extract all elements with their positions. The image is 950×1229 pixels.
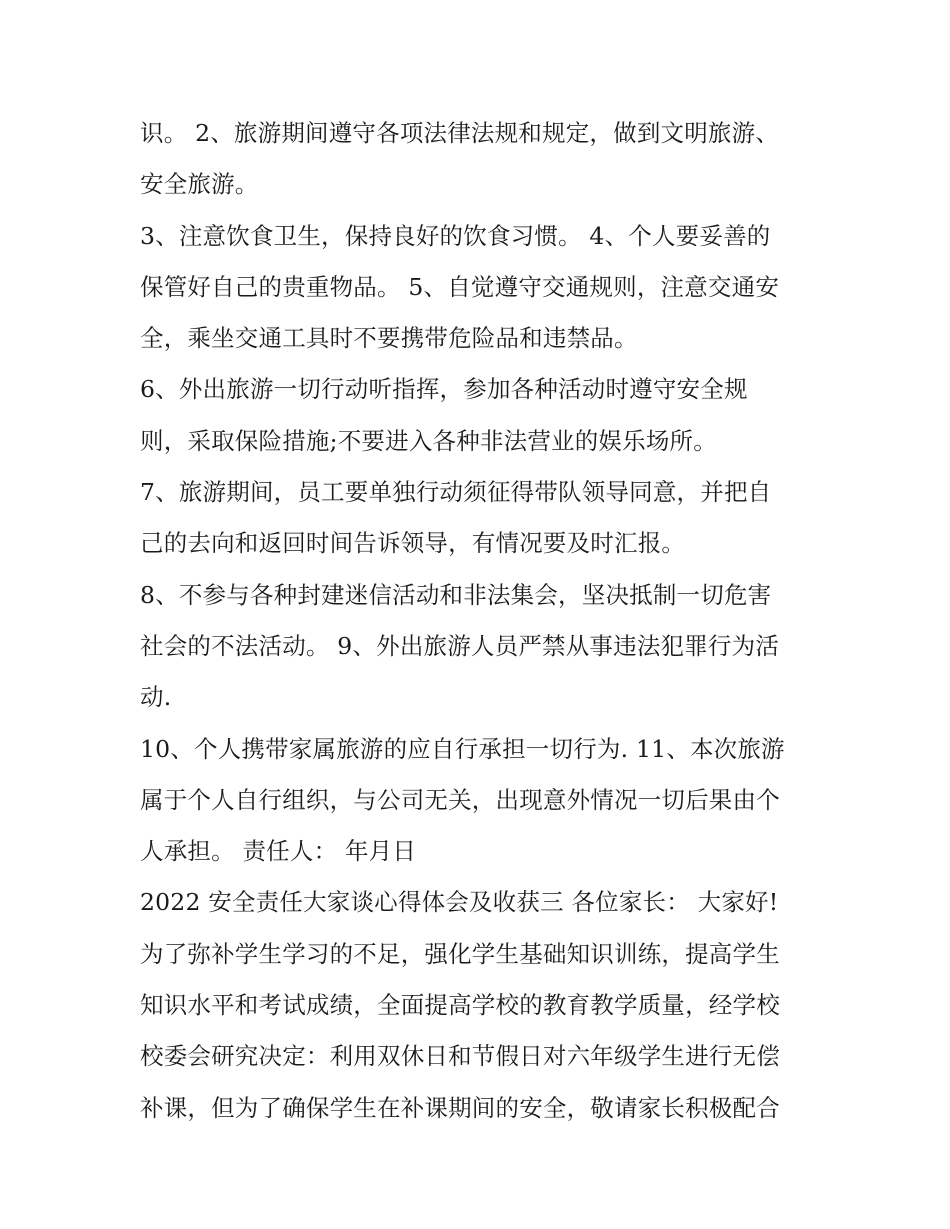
text-line: 识。 2、旅游期间遵守各项法律法规和规定，做到文明旅游、 <box>140 119 780 147</box>
text-line: 3、注意饮食卫生，保持良好的饮食习惯。 4、个人要妥善的 <box>140 221 771 250</box>
text-line: 己的去向和返回时间告诉领导，有情况要及时汇报。 <box>140 529 686 558</box>
text-line: 人承担。 责任人： 年月日 <box>140 837 417 866</box>
text-line: 则，采取保险措施;不要进入各种非法营业的娱乐场所。 <box>140 426 717 455</box>
text-line: 2022 安全责任大家谈心得体会及收获三 各位家长： 大家好! <box>140 888 779 917</box>
text-line: 保管好自己的贵重物品。 5、自觉遵守交通规则，注意交通安 <box>140 272 780 301</box>
text-line: 全，乘坐交通工具时不要携带危险品和违禁品。 <box>140 324 638 353</box>
text-line: 安全旅游。 <box>140 170 259 199</box>
text-line: 7、旅游期间，员工要单独行动须征得带队领导同意，并把自 <box>140 478 772 507</box>
text-line: 校委会研究决定：利用双休日和节假日对六年级学生进行无偿 <box>140 1042 780 1071</box>
text-line: 社会的不法活动。 9、外出旅游人员严禁从事违法犯罪行为活 <box>140 631 780 660</box>
text-line: 为了弥补学生学习的不足，强化学生基础知识训练，提高学生 <box>140 939 780 968</box>
text-line: 8、不参与各种封建迷信活动和非法集会，坚决抵制一切危害 <box>140 580 772 609</box>
text-line: 10、个人携带家属旅游的应自行承担一切行为. 11、本次旅游 <box>140 734 785 763</box>
document-body <box>140 108 820 1134</box>
text-line: 6、外出旅游一切行动听指挥，参加各种活动时遵守安全规 <box>140 375 748 404</box>
text-line: 补课，但为了确保学生在补课期间的安全，敬请家长积极配合 <box>140 1093 780 1122</box>
text-line: 知识水平和考试成绩，全面提高学校的教育教学质量，经学校 <box>140 991 780 1020</box>
text-line: 动. <box>140 683 172 712</box>
text-line: 属于个人自行组织，与公司无关，出现意外情况一切后果由个 <box>140 785 780 814</box>
